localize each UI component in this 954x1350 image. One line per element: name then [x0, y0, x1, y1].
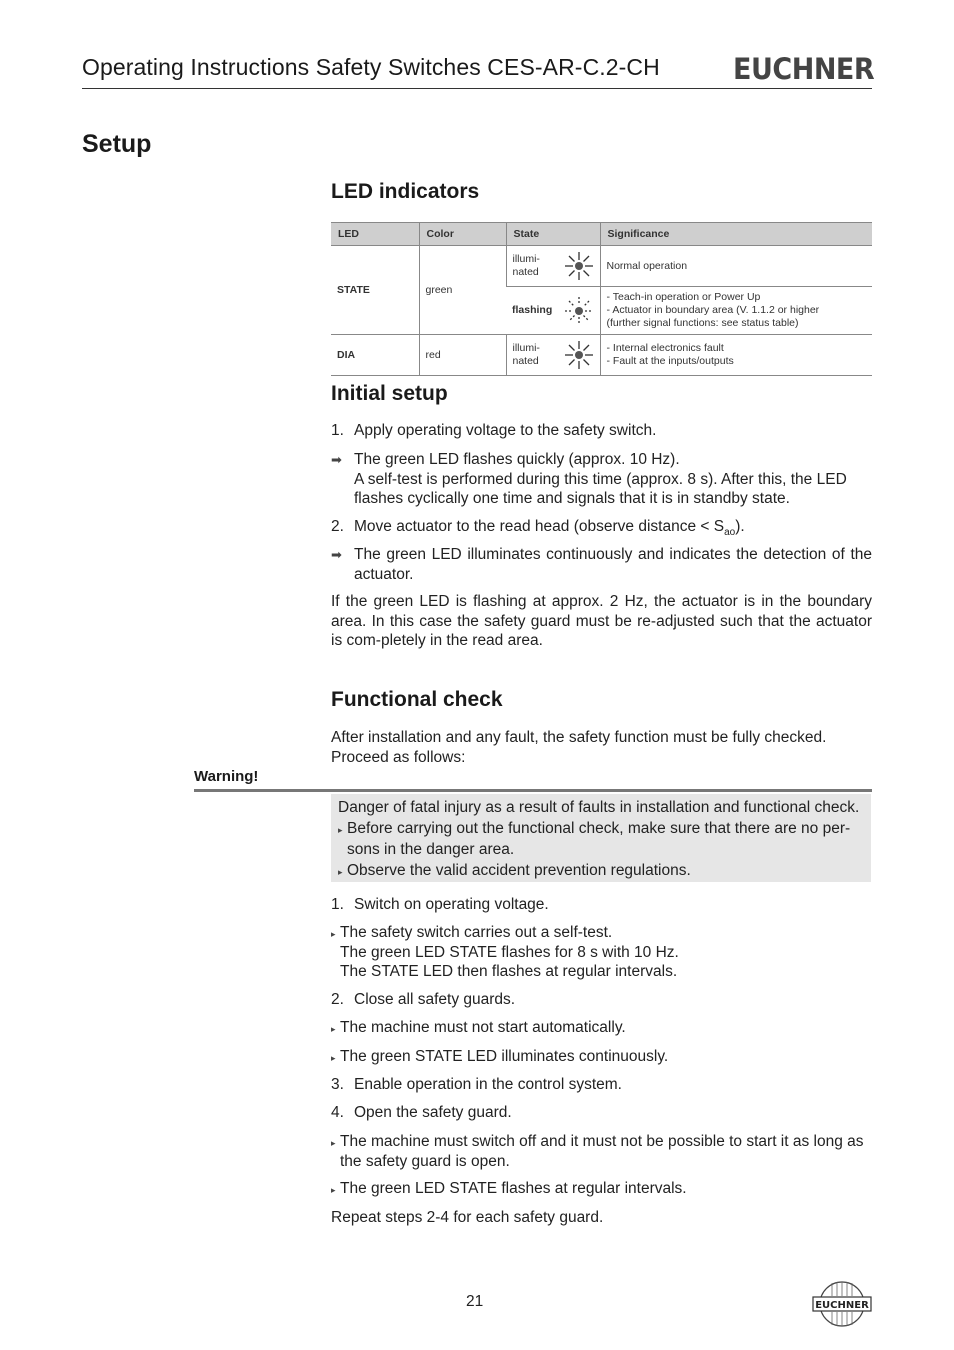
column-header-state: State	[506, 223, 600, 246]
step-number: 3.	[331, 1076, 344, 1093]
list-item	[331, 1103, 872, 1123]
column-header-color: Color	[419, 223, 506, 246]
repeat-note: Repeat steps 2-4 for each safety guard.	[331, 1209, 604, 1226]
result-text: The green LED STATE flashes for 8 s with 10 Hz.	[340, 943, 679, 961]
warning-bullet-text: Before carrying out the functional check, make sure that there are no per-sons in the danger area.	[347, 820, 851, 858]
list-item	[331, 895, 872, 915]
led-indicators-heading: LED indicators	[331, 180, 480, 203]
warning-text: Danger of fatal injury as a result of faults in installation and functional check.	[338, 799, 860, 816]
list-item	[331, 1047, 872, 1067]
led-color-cell: red	[419, 335, 506, 376]
triangle-bullet-icon: ▸	[331, 1024, 336, 1034]
step-text-end: ).	[735, 518, 745, 535]
column-header-led: LED	[331, 223, 419, 246]
led-significance-cell: - Internal electronics fault - Fault at the inputs/outputs	[600, 335, 872, 376]
intro-paragraph: After installation and any fault, the safety function must be fully checked. Proceed as follows:	[331, 729, 827, 766]
led-name-cell: DIA	[331, 335, 419, 376]
led-illuminated-icon	[564, 340, 594, 370]
column-header-significance: Significance	[600, 223, 872, 246]
table-header-row	[331, 223, 872, 246]
step-text: Enable operation in the control system.	[354, 1076, 622, 1093]
result-text: The green LED STATE flashes at regular intervals.	[340, 1180, 687, 1197]
warning-bullet-text: Observe the valid accident prevention regulations.	[347, 862, 691, 879]
euchner-logo	[812, 1280, 872, 1328]
result-text: The machine must not start automatically.	[340, 1019, 626, 1036]
result-text: The machine must switch off and it must not be possible to start it as long as the safety guard is open.	[340, 1133, 864, 1170]
table-row	[331, 246, 872, 287]
step-number: 2.	[331, 991, 344, 1008]
result-text: The green LED flashes quickly (approx. 10 Hz).	[354, 451, 680, 468]
result-text: A self-test is performed during this time (approx. 8 s). After this, the LED flashes cyclically one time and signals that it is in standby state.	[354, 470, 847, 507]
led-indicator-table	[331, 222, 872, 376]
section-title: Setup	[82, 130, 152, 158]
led-color-cell: green	[419, 246, 506, 335]
warning-divider	[194, 789, 872, 792]
result-text: The STATE LED then flashes at regular intervals.	[340, 963, 678, 980]
table-row	[331, 335, 872, 376]
warning-label: Warning!	[194, 768, 259, 785]
led-state-label: illumi- nated	[512, 253, 540, 278]
triangle-bullet-icon: ▸	[331, 1185, 336, 1195]
step-text: Apply operating voltage to the safety switch.	[354, 422, 657, 439]
result-text: The safety switch carries out a self-test.	[340, 924, 613, 941]
list-item	[331, 923, 872, 982]
led-significance-cell: - Teach-in operation or Power Up - Actuator in boundary area (V. 1.1.2 or higher (further signal functions: see status table)	[600, 287, 872, 335]
step-number: 2.	[331, 518, 344, 535]
led-illuminated-icon	[564, 251, 594, 281]
led-significance-cell: Normal operation	[600, 246, 872, 287]
step-number: 1.	[331, 422, 344, 439]
led-flashing-icon	[564, 296, 594, 326]
list-item	[331, 1075, 872, 1095]
arrow-right-icon: ➡	[331, 452, 342, 467]
warning-bullet	[338, 818, 863, 860]
subscript: ao	[724, 527, 736, 539]
list-item	[331, 1132, 872, 1171]
list-item	[331, 450, 872, 509]
triangle-bullet-icon: ▸	[338, 825, 343, 835]
header-divider	[82, 88, 872, 89]
triangle-bullet-icon: ▸	[331, 1138, 336, 1148]
step-text: Switch on operating voltage.	[354, 896, 549, 913]
triangle-bullet-icon: ▸	[338, 867, 343, 877]
document-title: Operating Instructions Safety Switches CES-AR-C.2-CH	[82, 54, 660, 80]
result-text: The green STATE LED illuminates continuously.	[340, 1048, 669, 1065]
led-state-cell	[506, 335, 600, 376]
triangle-bullet-icon: ▸	[331, 1053, 336, 1063]
logo-text: EUCHNER	[815, 1300, 869, 1311]
triangle-bullet-icon: ▸	[331, 929, 336, 939]
warning-bullet	[338, 860, 863, 881]
list-item	[331, 421, 872, 441]
led-state-cell	[506, 287, 600, 335]
note-paragraph: If the green LED is flashing at approx. 2 Hz, the actuator is in the boundary area. In this case the safety guard must be re-adjusted such that the actuator is com-pletely in the read area.	[331, 593, 872, 649]
step-number: 1.	[331, 896, 344, 913]
step-text: Move actuator to the read head (observe distance < S	[354, 518, 725, 535]
brand-logo: EUCHNER	[733, 52, 875, 86]
warning-box	[331, 794, 871, 882]
list-item	[331, 545, 872, 584]
led-state-cell	[506, 246, 600, 287]
result-text: The green LED illuminates continuously and indicates the detection of the actuator.	[354, 546, 872, 583]
led-state-label: flashing	[512, 304, 553, 316]
step-number: 4.	[331, 1104, 344, 1121]
list-item	[331, 517, 872, 543]
led-name-cell: STATE	[331, 246, 419, 335]
list-item	[331, 1018, 872, 1038]
list-item	[331, 1179, 872, 1199]
page-number: 21	[466, 1293, 484, 1310]
arrow-right-icon: ➡	[331, 547, 342, 562]
step-text: Close all safety guards.	[354, 991, 516, 1008]
list-item	[331, 990, 872, 1010]
initial-setup-heading: Initial setup	[331, 382, 448, 405]
functional-check-heading: Functional check	[331, 688, 503, 711]
step-text: Open the safety guard.	[354, 1104, 512, 1121]
led-state-label: illumi- nated	[512, 342, 540, 367]
